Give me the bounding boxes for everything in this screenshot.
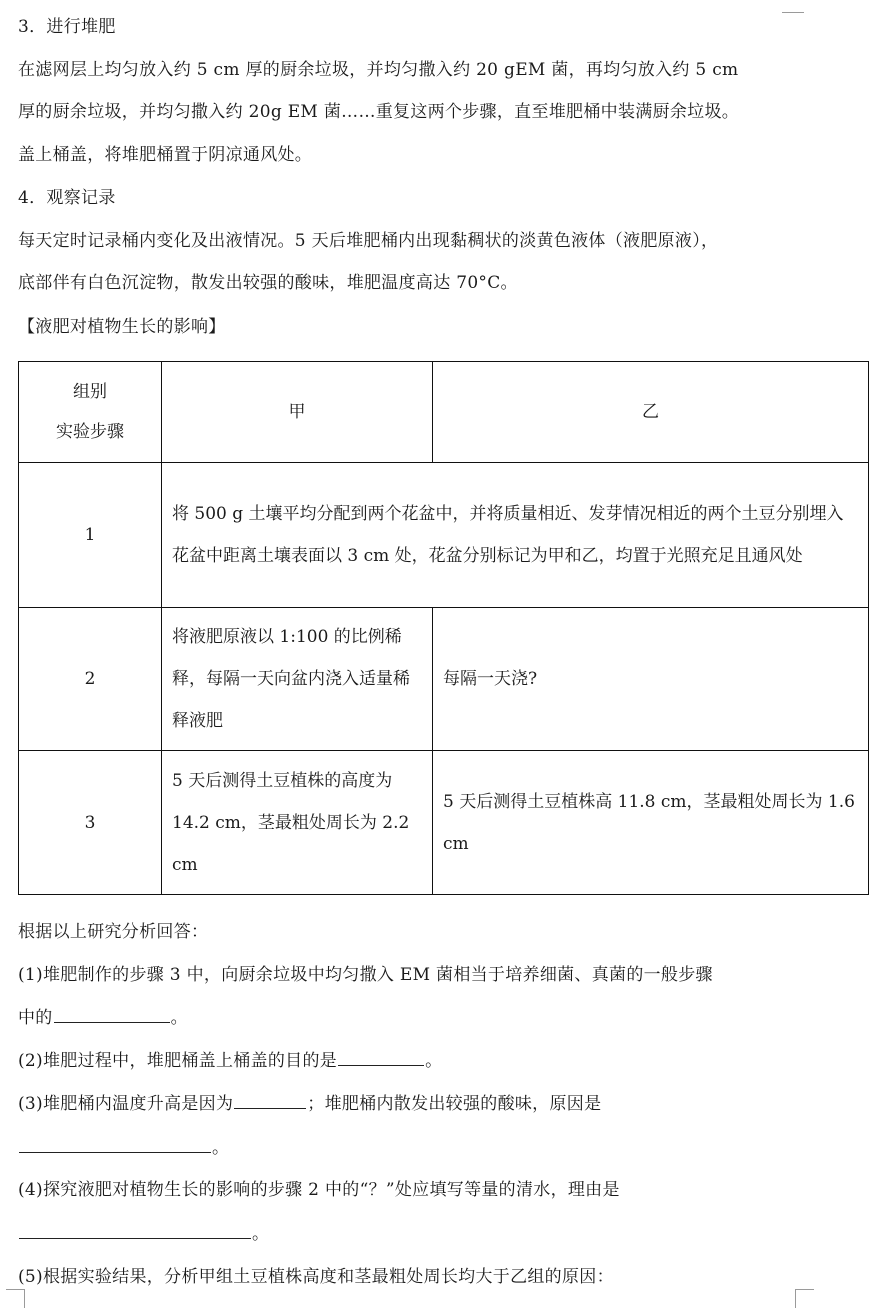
step2-jia-cell: 将液肥原液以 1:100 的比例稀释，每隔一天向盆内浇入适量稀释液肥: [162, 608, 433, 751]
question-1-line-2: [18, 1006, 188, 1030]
step2-yi-cell: 每隔一天浇?: [433, 608, 869, 751]
corner-mark-bottom-right: [795, 1289, 814, 1308]
table-row: [19, 608, 869, 751]
observe-line-2: 底部伴有白色沉淀物，散发出较强的酸味，堆肥温度高达 70°C。: [18, 273, 518, 293]
experiment-title: 【液肥对植物生长的影响】: [18, 317, 226, 337]
question-3-line-1: [18, 1092, 601, 1116]
answer-blank-2[interactable]: [338, 1049, 424, 1066]
question-2-text: (2)堆肥过程中，堆肥桶盖上桶盖的目的是: [18, 1051, 338, 1071]
header-jia: 甲: [162, 362, 433, 463]
question-3-text-a: (3)堆肥桶内温度升高是因为: [18, 1094, 234, 1114]
step3-line-2: 厚的厨余垃圾，并均匀撒入约 20g EM 菌……重复这两个步骤，直至堆肥桶中装满厨余垃圾。: [18, 102, 740, 122]
question-4-line-1: (4)探究液肥对植物生长的影响的步骤 2 中的“？”处应填写等量的清水，理由是: [18, 1180, 620, 1200]
step-number: 3: [19, 751, 162, 895]
step3-line-3: 盖上桶盖，将堆肥桶置于阴凉通风处。: [18, 145, 313, 165]
question-1-prefix: 中的: [18, 1008, 53, 1028]
question-3-end: 。: [212, 1138, 230, 1158]
question-2: [18, 1049, 442, 1073]
question-1-line-1: (1)堆肥制作的步骤 3 中，向厨余垃圾中均匀撒入 EM 菌相当于培养细菌、真菌的一般步骤: [18, 965, 713, 985]
header-step-label: 实验步骤: [56, 422, 124, 442]
experiment-table: [18, 361, 869, 895]
table-header-row: [19, 362, 869, 463]
question-3-line-2: [18, 1136, 229, 1160]
answer-blank-3a[interactable]: [234, 1092, 306, 1109]
table-row: [19, 751, 869, 895]
header-corner-cell: [19, 362, 162, 463]
step3-line-1: 在滤网层上均匀放入约 5 cm 厚的厨余垃圾，并均匀撒入约 20 gEM 菌，再均匀放入约 5 cm: [18, 60, 739, 80]
step3-heading: 3．进行堆肥: [18, 17, 116, 37]
table-row: [19, 463, 869, 608]
step-number: 2: [19, 608, 162, 751]
step3-jia-cell: 5 天后测得土豆植株的高度为 14.2 cm，茎最粗处周长为 2.2 cm: [162, 751, 433, 895]
questions-intro: 根据以上研究分析回答：: [18, 922, 209, 942]
answer-blank-1[interactable]: [54, 1006, 170, 1023]
question-4-line-2: [18, 1222, 269, 1246]
observe-line-1: 每天定时记录桶内变化及出液情况。5 天后堆肥桶内出现黏稠状的淡黄色液体（液肥原液），: [18, 231, 719, 251]
step1-merged-cell: 将 500 g 土壤平均分配到两个花盆中，并将质量相近、发芽情况相近的两个土豆分别埋入花盆中距离土壤表面以 3 cm 处，花盆分别标记为甲和乙，均置于光照充足且通风处: [162, 463, 869, 608]
corner-mark-bottom-left: [6, 1289, 25, 1308]
header-group-label: 组别: [73, 382, 107, 402]
step-number: 1: [19, 463, 162, 608]
question-1-end: 。: [170, 1008, 188, 1028]
question-3-text-b: ；堆肥桶内散发出较强的酸味，原因是: [307, 1094, 602, 1114]
observe-heading: 4．观察记录: [18, 188, 116, 208]
question-2-end: 。: [425, 1051, 443, 1071]
header-yi: 乙: [433, 362, 869, 463]
step3-yi-cell: 5 天后测得土豆植株高 11.8 cm，茎最粗处周长为 1.6 cm: [433, 751, 869, 895]
question-4-end: 。: [252, 1224, 270, 1244]
answer-blank-4[interactable]: [19, 1222, 251, 1239]
question-5: (5)根据实验结果，分析甲组土豆植株高度和茎最粗处周长均大于乙组的原因：: [18, 1267, 614, 1287]
corner-mark-top-right: [782, 0, 804, 13]
answer-blank-3b[interactable]: [19, 1136, 211, 1153]
